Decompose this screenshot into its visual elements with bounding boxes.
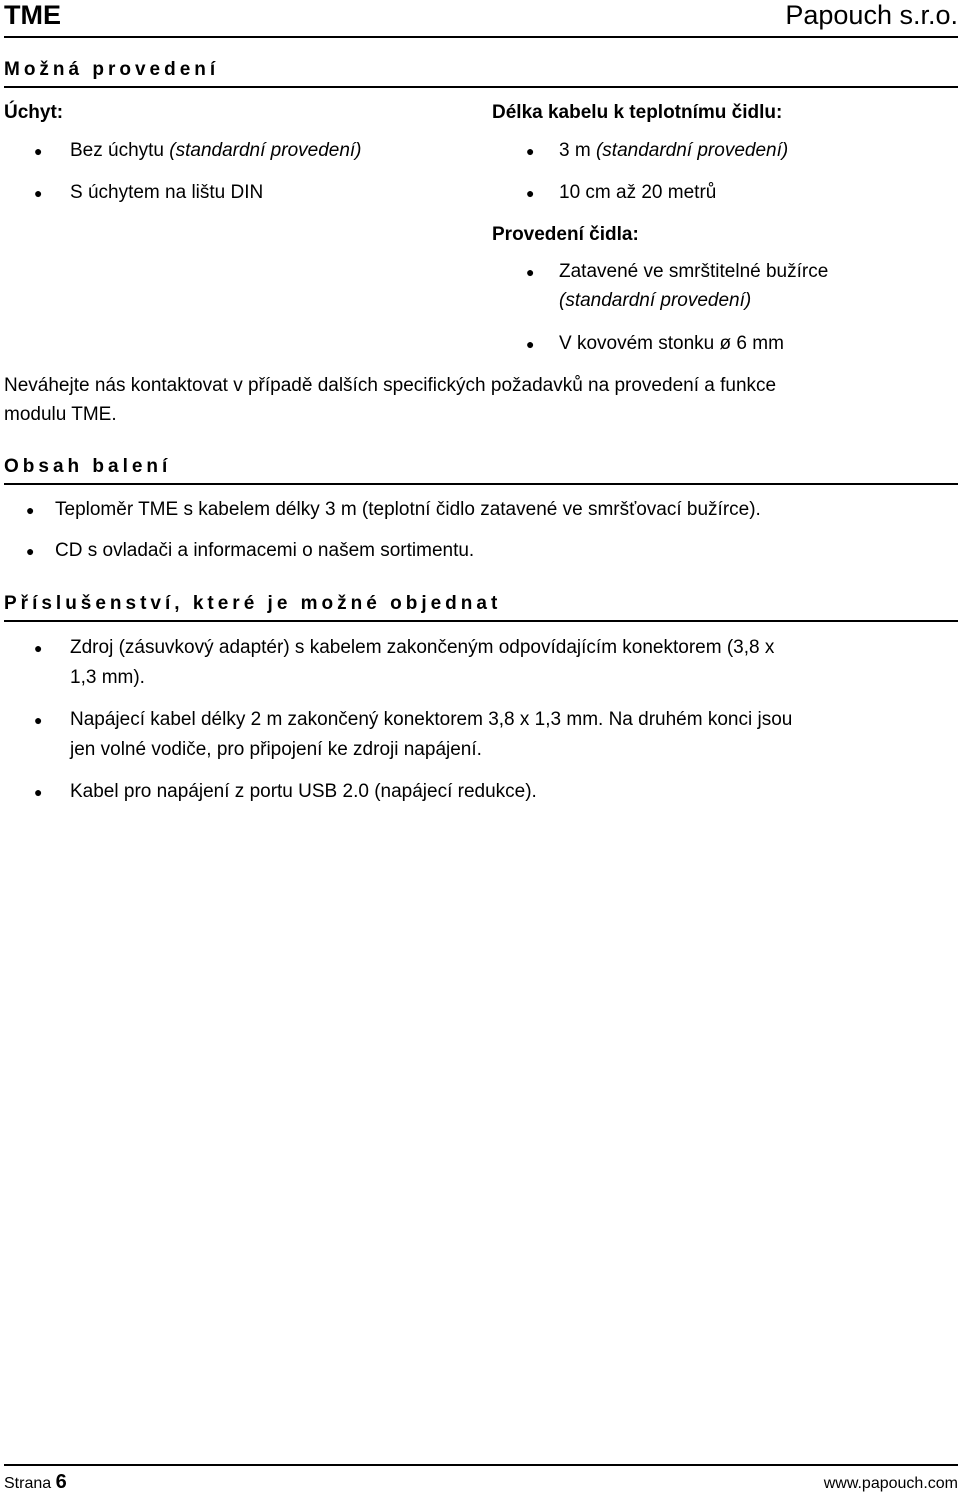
bullet-icon: ● bbox=[34, 784, 43, 800]
bullet-icon: ● bbox=[34, 640, 43, 656]
accessory-item-2-line2: jen volné vodiče, pro připojení ke zdroji napájení. bbox=[70, 739, 482, 760]
sensor-option-2: V kovovém stonku ø 6 mm bbox=[559, 333, 784, 354]
bullet-icon: ● bbox=[526, 264, 535, 280]
page-header bbox=[4, 0, 958, 38]
bullet-icon: ● bbox=[26, 543, 35, 559]
bullet-icon: ● bbox=[34, 185, 43, 201]
section-heading-accessories: Příslušenství, které je možné objednat bbox=[4, 592, 958, 622]
bullet-icon: ● bbox=[26, 502, 35, 518]
accessory-item-2-line1: Napájecí kabel délky 2 m zakončený konektorem 3,8 x 1,3 mm. Na druhém konci jsou bbox=[70, 709, 793, 730]
bullet-icon: ● bbox=[526, 336, 535, 352]
page-number: Strana 6 bbox=[4, 1471, 67, 1493]
mount-option-2: S úchytem na lištu DIN bbox=[70, 182, 264, 203]
bullet-icon: ● bbox=[526, 185, 535, 201]
contact-note-line2: modulu TME. bbox=[4, 404, 117, 425]
cable-option-2: 10 cm až 20 metrů bbox=[559, 182, 717, 203]
mount-option-1: Bez úchytu (standardní provedení) bbox=[70, 140, 362, 161]
accessory-item-1-line1: Zdroj (zásuvkový adaptér) s kabelem zakončeným odpovídajícím konektorem (3,8 x bbox=[70, 637, 775, 658]
section-heading-package: Obsah balení bbox=[4, 455, 958, 485]
package-item-1: Teploměr TME s kabelem délky 3 m (teplotní čidlo zatavené ve smršťovací bužírce). bbox=[55, 499, 761, 520]
cable-length-label: Délka kabelu k teplotnímu čidlu: bbox=[492, 102, 783, 123]
package-item-2: CD s ovladači a informacemi o našem sortimentu. bbox=[55, 540, 475, 561]
bullet-icon: ● bbox=[34, 143, 43, 159]
page-footer bbox=[4, 1464, 958, 1494]
website-link[interactable]: www.papouch.com bbox=[823, 1475, 958, 1492]
bullet-icon: ● bbox=[526, 143, 535, 159]
product-title: TME bbox=[4, 0, 61, 30]
sensor-label: Provedení čidla: bbox=[492, 224, 639, 245]
accessory-item-1-line2: 1,3 mm). bbox=[70, 667, 145, 688]
sensor-option-1: Zatavené ve smrštitelné bužírce bbox=[559, 261, 829, 282]
bullet-icon: ● bbox=[34, 712, 43, 728]
sensor-option-1-note: (standardní provedení) bbox=[559, 290, 752, 311]
contact-note-line1: Neváhejte nás kontaktovat v případě dalších specifických požadavků na provedení a funkce bbox=[4, 375, 777, 396]
company-name: Papouch s.r.o. bbox=[785, 0, 958, 30]
section-heading-variants: Možná provedení bbox=[4, 58, 958, 88]
mount-label: Úchyt: bbox=[4, 102, 64, 123]
accessory-item-3: Kabel pro napájení z portu USB 2.0 (napájecí redukce). bbox=[70, 781, 537, 802]
cable-option-1: 3 m (standardní provedení) bbox=[559, 140, 789, 161]
